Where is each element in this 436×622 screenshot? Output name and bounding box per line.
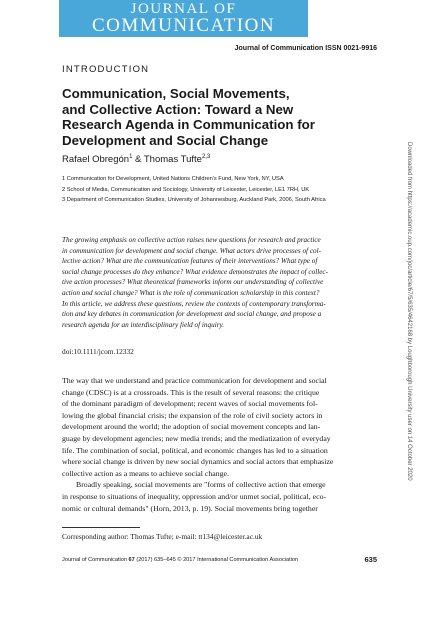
masthead-line-2: COMMUNICATION [91,15,276,36]
abstract-line: tive action processes? What theoretical frameworks inform our understanding of collective [62,278,324,287]
body-line: development around the world; the adoption of social movement concepts and lan- [62,422,321,432]
masthead-line-1: JOURNAL OF [130,1,237,17]
author-list [62,154,210,165]
download-watermark: Downloaded from https://academic.oup.com/joc/article/67/5/635/4642168 by Loughborough University user on 14 October 2020 [406,142,412,481]
page-footer [62,557,298,563]
affiliation: 3 Department of Communication Studies, University of Johannesburg, Auckland Park, 2006, South Africa [62,197,326,203]
author-name: Rafael Obregón [62,154,130,166]
body-line: where social change is driven by new social dynamics and social actors that emphasize [62,457,334,467]
abstract-line: tion and key debates in communication for development and social change, and propose a [62,310,322,319]
body-line: life. The combination of social, political, and economic changes has led to a situation [62,445,328,455]
body-line: collective action as a means to achieve social change. [62,468,229,478]
body-line: in response to situations of inequality, oppression and/or unmet social, political, eco- [62,491,327,501]
section-label: INTRODUCTION [62,64,150,75]
author-affiliation-mark: 1 [129,154,133,160]
title-line: and Collective Action: Toward a New [62,101,294,117]
body-line: guage by development agencies; new media trends; and the mediatization of everyday [62,433,331,443]
footer-volume: 67 [128,557,135,563]
author-affiliation-mark: 2,3 [201,154,211,160]
body-line: change (CDSC) is at a crossroads. This is the result of several reasons: the critique [62,387,320,397]
affiliation: 2 School of Media, Communication and Sociology, University of Leicester, Leicester, LE1 7RH, UK [62,186,310,193]
corresponding-author-note: Corresponding author: Thomas Tufte; e-mail: tt134@leicester.ac.uk [62,532,263,541]
body-text [62,375,374,514]
affiliations [62,174,372,206]
footnote-divider [62,527,140,528]
abstract-line: The growing emphasis on collective action raises new questions for research and practice [62,236,321,244]
journal-masthead [59,0,308,37]
body-line: Broadly speaking, social movements are "forms of collective action that emerge [76,480,326,490]
abstract-line: In this article, we address these questions, review the contexts of contemporary transforma- [62,299,326,308]
footer-journal: Journal of Communication [62,557,129,563]
abstract-line: in communication for development and social change. What actors drive processes of col- [62,246,322,255]
body-line: The way that we understand and practice communication for development and social [62,376,327,385]
affiliation: 1 Communication for Development, United Nations Children's Fund, New York, NY, USA [62,176,284,182]
title-line: Development and Social Change [62,132,269,148]
journal-issn: Journal of Communication ISSN 0021-9916 [234,45,377,52]
doi-link[interactable]: doi:10.1111/jcom.12332 [62,347,134,356]
abstract-line: action and social change? What is the role of communication scholarship in this context? [62,288,320,297]
abstract-line: lective action? What are the communication features of their interventions? What type of [62,257,318,266]
title-line: Research Agenda in Communication for [62,117,315,132]
author-name: Thomas Tufte [143,154,202,166]
abstract-line: research agenda for an interdisciplinary field of inquiry. [62,320,225,329]
footer-details: (2017) 635–645 © 2017 International Communication Association [134,557,299,563]
body-line: lowing the global financial crisis; the expansion of the role of civil society actors in [62,410,323,420]
author-separator: & [132,154,144,166]
body-line: of the dominant paradigm of development; recent waves of social movements fol- [62,399,318,409]
abstract [62,235,362,330]
article-title [62,86,362,148]
title-line: Communication, Social Movements, [62,86,290,101]
page-number: 635 [364,555,377,564]
abstract-line: social change processes do they enhance? What evidence demonstrates the impact of collec- [62,267,328,276]
body-line: nomic or cultural demands" (Horn, 2013, p. 19). Social movements bring together [62,503,318,513]
